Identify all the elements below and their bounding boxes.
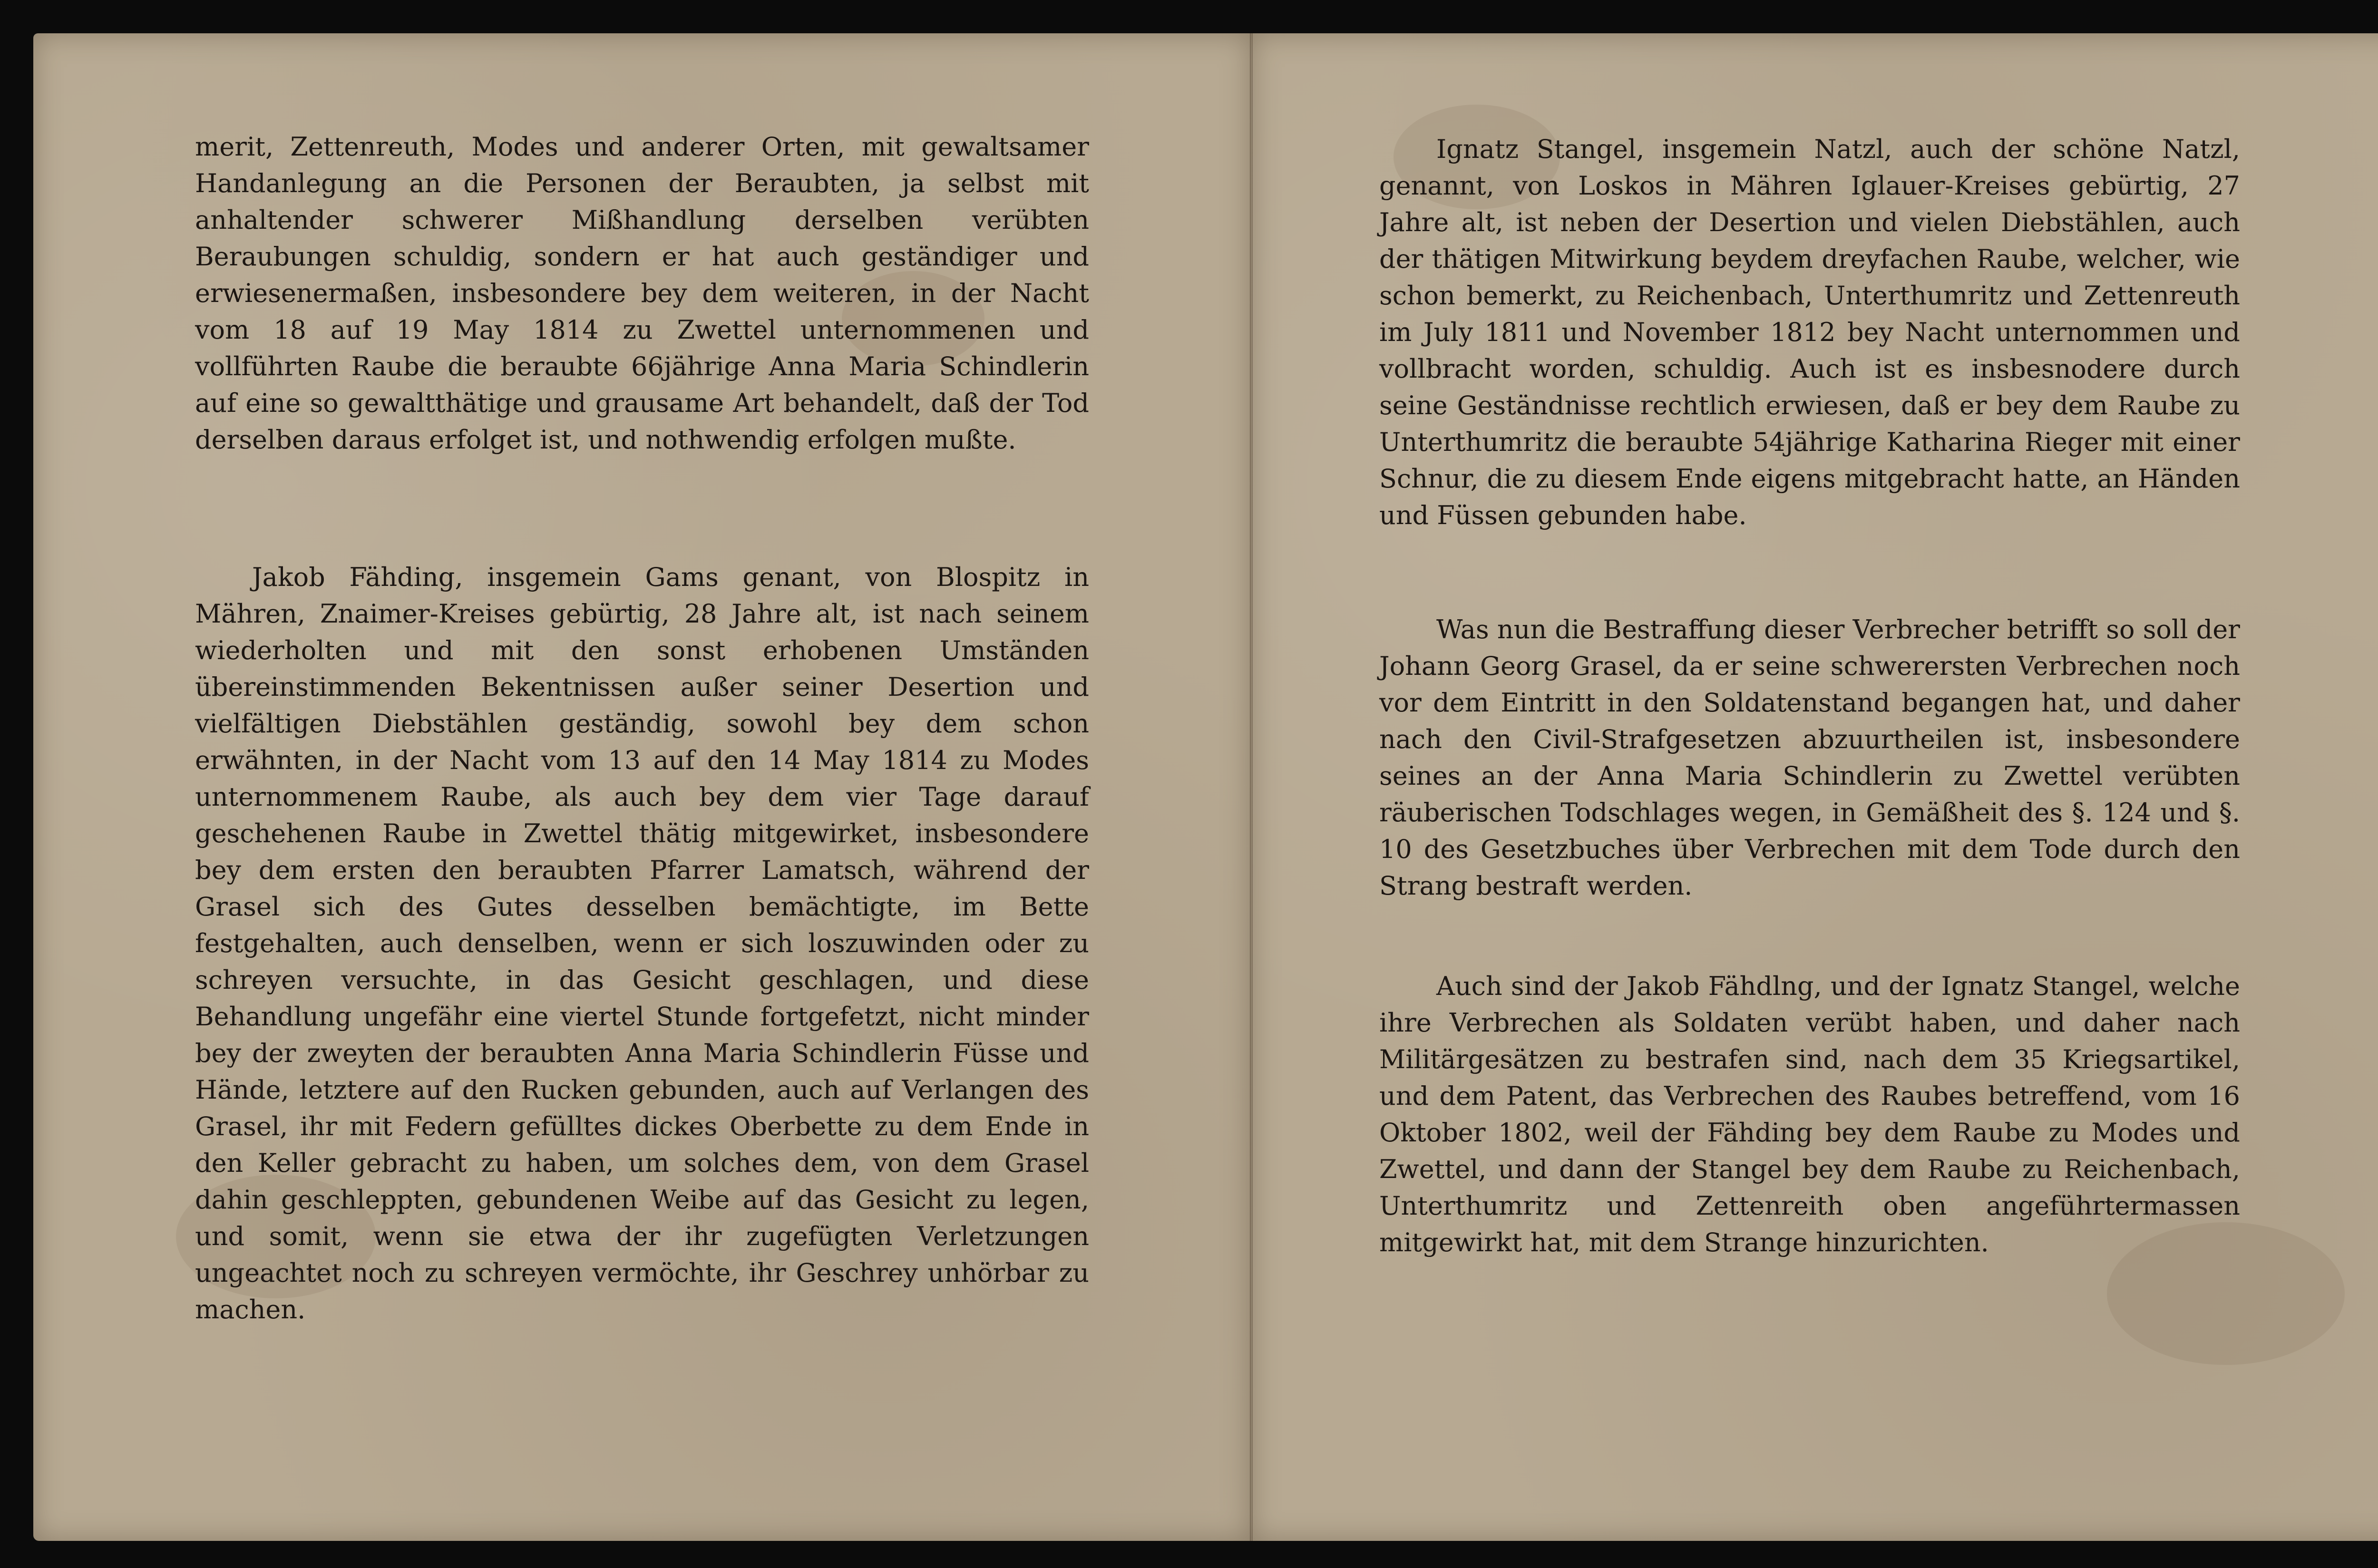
left-paragraph-1-text: merit, Zettenreuth, Modes und anderer Orten, mit gewaltsamer Handanlegung an die Personen der Beraubten, ja selbst mit anhaltender schwerer Mißhandlung derselben verübten Beraubungen schuldig, sondern er hat auch geständiger und erwiesenermaßen, insbesondere bey dem weiteren, in der Nacht vom 18 auf 19 May 1814 zu Zwettel unternommenen und vollführten Raube die beraubte 66jährige Anna Maria Schindlerin auf eine so gewaltthätige und grausame Art behandelt, daß der Tod derselben daraus erfolget ist, und nothwendig erfolgen mußte. xyxy=(195,132,1089,455)
right-paragraph-2-text: Was nun die Bestraffung dieser Verbrecher betrifft so soll der Johann Georg Grasel, da er seine schwerersten Verbrechen noch vor dem Eintritt in den Soldatenstand begangen hat, und daher nach den Civil-Strafgesetzen abzuurtheilen ist, insbesondere seines an der Anna Maria Schindlerin zu Zwettel verübten räuberischen Todschlages wegen, in Gemäßheit des §. 124 und §. 10 des Gesetzbuches über Verbrechen mit dem Tode durch den Strang bestraft werden. xyxy=(1379,614,2240,901)
page-fold xyxy=(1250,33,1253,1541)
right-paragraph-2 xyxy=(1379,611,2240,904)
right-paragraph-3-text: Auch sind der Jakob Fähdlng, und der Ignatz Stangel, welche ihre Verbrechen als Soldaten verübt haben, und daher nach Militärgesätzen zu bestrafen sind, nach dem 35 Kriegsartikel, und dem Patent, das Verbrechen des Raubes betreffend, vom 16 Oktober 1802, weil der Fähding bey dem Raube zu Modes und Zwettel, und dann der Stangel bey dem Raube zu Reichenbach, Unterthumritz und Zettenreith oben angeführtermassen mitgewirkt hat, mit dem Strange hinzurichten. xyxy=(1379,971,2240,1257)
left-paragraph-2-text: Jakob Fähding, insgemein Gams genant, von Blospitz in Mähren, Znaimer-Kreises gebürtig, 28 Jahre alt, ist nach seinem wiederholten und mit den sonst erhobenen Umständen übereinstimmenden Bekentnissen außer seiner Desertion und vielfältigen Diebstählen geständig, sowohl bey dem schon erwähnten, in der Nacht vom 13 auf den 14 May 1814 zu Modes unternommenem Raube, als auch bey dem vier Tage darauf geschehenen Raube in Zwettel thätig mitgewirket, insbesondere bey dem ersten den beraubten Pfarrer Lamatsch, während der Grasel sich des Gutes desselben bemächtigte, im Bette festgehalten, auch denselben, wenn er sich loszuwinden oder zu schreyen versuchte, in das Gesicht geschlagen, und diese Behandlung ungefähr eine viertel Stunde fortgefetzt, nicht minder bey der zweyten der beraubten Anna Maria Schindlerin Füsse und Hände, letztere auf den Rucken gebunden, auch auf Verlangen des Grasel, ihr mit Federn gefülltes dickes Oberbette zu dem Ende in den Keller gebracht zu haben, um solches dem, von dem Grasel dahin geschleppten, gebundenen Weibe auf das Gesicht zu legen, und somit, wenn sie etwa der ihr zugefügten Verletzungen ungeachtet noch zu schreyen vermöchte, ihr Geschrey unhörbar zu machen. xyxy=(195,562,1089,1325)
right-paragraph-1-text: Ignatz Stangel, insgemein Natzl, auch der schöne Natzl, genannt, von Loskos in Mähren Iglauer-Kreises gebürtig, 27 Jahre alt, ist neben der Desertion und vielen Diebstählen, auch der thätigen Mitwirkung beydem dreyfachen Raube, welcher, wie schon bemerkt, zu Reichenbach, Unterthumritz und Zettenreuth im July 1811 und November 1812 bey Nacht unternommen und vollbracht worden, schuldig. Auch ist es insbesnodere durch seine Geständnisse rechtlich erwiesen, daß er bey dem Raube zu Unterthumritz die beraubte 54jährige Katharina Rieger mit einer Schnur, die zu diesem Ende eigens mitgebracht hatte, an Händen und Füssen gebunden habe. xyxy=(1379,134,2240,530)
left-paragraph-1 xyxy=(195,128,1089,458)
left-paragraph-2 xyxy=(195,559,1089,1328)
right-paragraph-1 xyxy=(1379,131,2240,534)
right-paragraph-3 xyxy=(1379,968,2240,1261)
